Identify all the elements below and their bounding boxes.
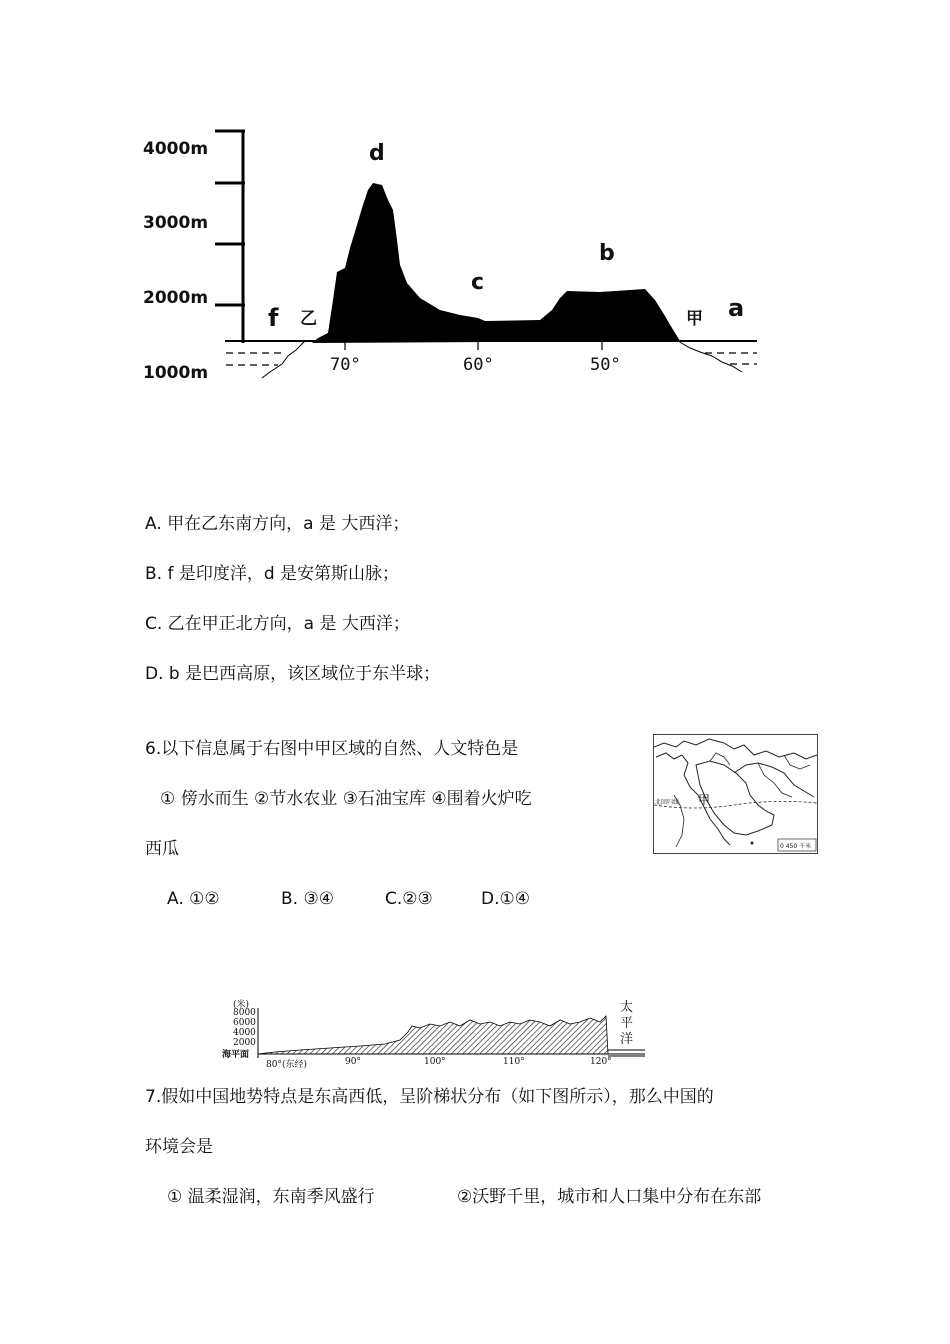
p2-x-120: 120° [590, 1057, 612, 1067]
p2-y-2000: 2000 [233, 1038, 256, 1048]
p2-unit: (米) [233, 1000, 250, 1010]
q6-option-b: B. ③④ [281, 889, 334, 909]
p2-x-100: 100° [424, 1057, 446, 1067]
x-label-50: 50° [590, 355, 621, 375]
q5-option-a: A. 甲在乙东南方向，a 是 大西洋； [145, 514, 410, 534]
map-tropic-label: 北回归线 [655, 799, 680, 806]
q7-item-1: ① 温柔湿润，东南季风盛行 [167, 1187, 375, 1207]
map-scale: 0 450 千米 [780, 843, 812, 850]
p2-y-4000: 4000 [233, 1028, 256, 1038]
p2-ocean-2: 平 [620, 1016, 634, 1031]
label-c: c [471, 270, 485, 295]
x-label-70: 70° [330, 355, 361, 375]
q6-items: ① 傍水而生 ②节水农业 ③石油宝库 ④围着火炉吃 [160, 789, 532, 809]
q6-stem: 6.以下信息属于右图中甲区域的自然、人文特色是 [145, 739, 519, 759]
p2-ocean-3: 洋 [620, 1032, 634, 1047]
label-a: a [728, 294, 745, 322]
label-d: d [369, 141, 385, 166]
p2-sea-level: 海平面 [222, 1050, 250, 1060]
map-label-jia: 甲 [698, 793, 711, 807]
y-label-4000: 4000m [143, 139, 209, 159]
q6-option-c: C.②③ [385, 889, 433, 909]
q7-stem-cont: 环境会是 [145, 1137, 213, 1157]
p2-x-80: 80°(东经) [266, 1060, 307, 1070]
label-yi: 乙 [300, 309, 317, 329]
q5-option-b: B. f 是印度洋，d 是安第斯山脉； [145, 564, 400, 584]
y-label-3000: 3000m [143, 213, 209, 233]
label-b: b [599, 241, 615, 266]
q6-option-d: D.①④ [481, 889, 530, 909]
y-label-1000: 1000m [143, 363, 209, 383]
p2-y-8000: 8000 [233, 1008, 256, 1018]
q6-items-cont: 西瓜 [145, 839, 179, 859]
p2-x-90: 90° [345, 1057, 361, 1067]
q5-option-c: C. 乙在甲正北方向，a 是 大西洋； [145, 614, 410, 634]
p2-y-6000: 6000 [233, 1018, 256, 1028]
x-label-60: 60° [463, 355, 494, 375]
q7-stem: 7.假如中国地势特点是东高西低，呈阶梯状分布（如下图所示），那么中国的 [145, 1087, 714, 1107]
p2-ocean-1: 太 [620, 1000, 634, 1015]
q6-option-a: A. ①② [167, 889, 220, 909]
label-jia: 甲 [686, 309, 703, 329]
q7-item-2: ②沃野千里，城市和人口集中分布在东部 [457, 1187, 762, 1207]
p2-x-110: 110° [503, 1057, 525, 1067]
y-label-2000: 2000m [143, 288, 209, 308]
label-f: f [268, 304, 279, 332]
q5-option-d: D. b 是巴西高原，该区域位于东半球； [145, 664, 441, 684]
